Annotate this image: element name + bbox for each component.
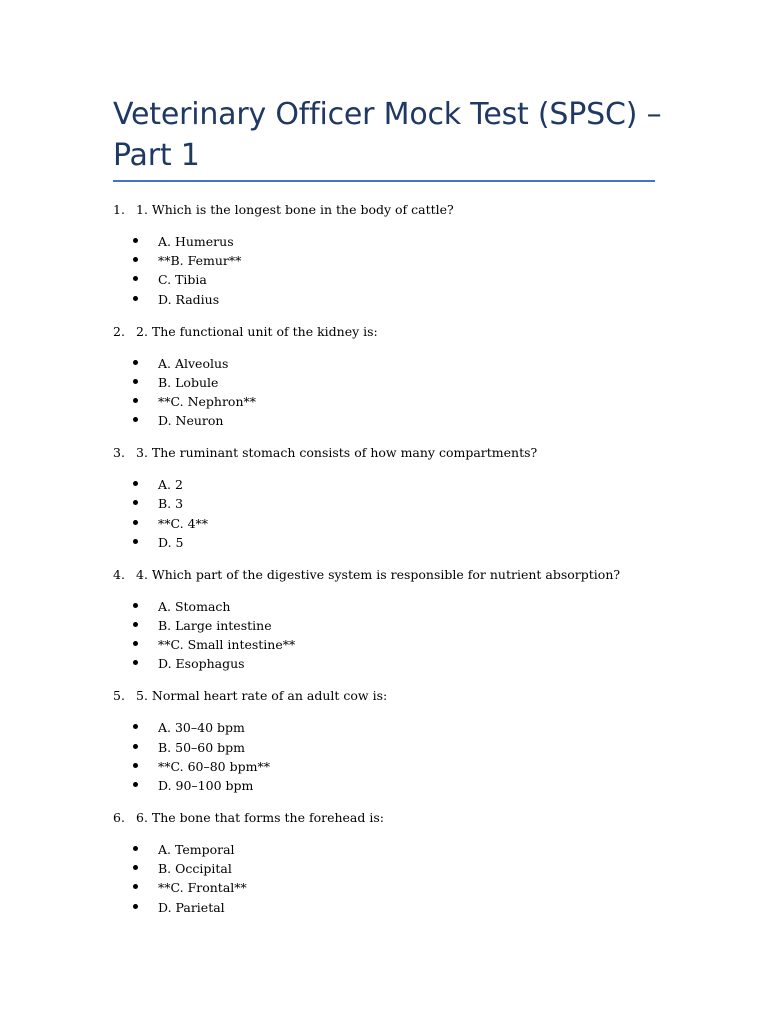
option-list	[0, 718, 400, 795]
question-number: 4.	[113, 566, 125, 582]
option-text: **C. Small intestine**	[158, 637, 296, 653]
option-text: A. 30–40 bpm	[158, 720, 245, 736]
question-number: 2.	[113, 323, 125, 339]
question-text: 4. Which part of the digestive system is responsible for nutrient absorption?	[136, 566, 621, 582]
question-text: 5. Normal heart rate of an adult cow is:	[136, 688, 388, 704]
option-text: C. Tibia	[158, 272, 207, 288]
bullet-icon	[133, 539, 138, 544]
option-text: D. 5	[158, 534, 184, 550]
option-item	[0, 411, 400, 430]
option-item	[0, 597, 400, 616]
option-item	[0, 290, 400, 309]
option-list	[0, 840, 400, 917]
option-text: A. Stomach	[158, 598, 231, 614]
option-text: B. Large intestine	[158, 617, 272, 633]
option-item	[0, 654, 400, 673]
bullet-icon	[133, 238, 138, 243]
option-item	[0, 392, 400, 411]
option-text: **C. Nephron**	[158, 393, 257, 409]
bullet-icon	[133, 884, 138, 889]
option-text: B. 50–60 bpm	[158, 739, 246, 755]
bullet-icon	[133, 481, 138, 486]
option-item	[0, 475, 400, 494]
option-item	[0, 738, 400, 757]
option-text: B. Lobule	[158, 374, 219, 390]
option-item	[0, 635, 400, 654]
document-title: Veterinary Officer Mock Test (SPSC) – Part 1	[113, 97, 662, 173]
bullet-icon	[133, 846, 138, 851]
option-item	[0, 616, 400, 635]
option-list	[0, 597, 400, 674]
bullet-icon	[133, 641, 138, 646]
bullet-icon	[133, 622, 138, 627]
question-number: 5.	[113, 688, 125, 704]
option-item	[0, 232, 400, 251]
option-text: **C. 4**	[158, 515, 209, 531]
bullet-icon	[133, 276, 138, 281]
question-text: 1. Which is the longest bone in the body of cattle?	[136, 202, 454, 217]
option-text: D. Neuron	[158, 413, 224, 429]
bullet-icon	[133, 360, 138, 365]
question-number: 3.	[113, 445, 125, 461]
bullet-icon	[133, 257, 138, 262]
option-text: B. 3	[158, 496, 184, 512]
option-item	[0, 859, 400, 878]
option-item	[0, 354, 400, 373]
bullet-icon	[133, 417, 138, 422]
option-item	[0, 757, 400, 776]
option-text: **C. 60–80 bpm**	[158, 758, 270, 774]
question-text: 2. The functional unit of the kidney is:	[136, 323, 378, 339]
option-item	[0, 776, 400, 795]
bullet-icon	[133, 865, 138, 870]
option-item	[0, 898, 400, 917]
option-text: A. Temporal	[158, 841, 235, 857]
option-list	[0, 475, 400, 552]
bullet-icon	[133, 660, 138, 665]
option-item	[0, 878, 400, 897]
question-item	[0, 686, 768, 808]
bullet-icon	[133, 724, 138, 729]
option-list	[0, 354, 400, 431]
option-text: D. 90–100 bpm	[158, 777, 254, 793]
question-text: 6. The bone that forms the forehead is:	[136, 809, 384, 825]
option-text: **C. Frontal**	[158, 880, 247, 896]
option-text: B. Occipital	[158, 861, 232, 877]
bullet-icon	[133, 500, 138, 505]
bullet-icon	[133, 603, 138, 608]
option-item	[0, 840, 400, 859]
option-item	[0, 251, 400, 270]
option-item	[0, 494, 400, 513]
question-item	[0, 322, 768, 444]
option-text: D. Radius	[158, 291, 220, 307]
bullet-icon	[133, 782, 138, 787]
question-item	[0, 443, 768, 565]
question-item	[0, 200, 768, 322]
option-text: A. Humerus	[158, 234, 234, 249]
bullet-icon	[133, 398, 138, 403]
option-item	[0, 533, 400, 552]
question-item	[0, 808, 768, 930]
option-text: A. 2	[158, 477, 183, 493]
option-item	[0, 718, 400, 737]
option-text: A. Alveolus	[158, 355, 229, 371]
option-text: D. Esophagus	[158, 656, 245, 672]
bullet-icon	[133, 763, 138, 768]
option-list	[0, 232, 400, 309]
bullet-icon	[133, 520, 138, 525]
question-text: 3. The ruminant stomach consists of how many compartments?	[136, 445, 538, 461]
bullet-icon	[133, 296, 138, 301]
option-text: **B. Femur**	[158, 253, 242, 269]
bullet-icon	[133, 904, 138, 909]
question-list	[0, 200, 768, 930]
option-item	[0, 373, 400, 392]
question-number: 6.	[113, 809, 125, 825]
option-text: D. Parietal	[158, 899, 225, 915]
title-underline-rule	[113, 180, 655, 182]
bullet-icon	[133, 379, 138, 384]
option-item	[0, 514, 400, 533]
question-number: 1.	[113, 202, 125, 217]
question-item	[0, 565, 768, 687]
option-item	[0, 270, 400, 289]
bullet-icon	[133, 744, 138, 749]
